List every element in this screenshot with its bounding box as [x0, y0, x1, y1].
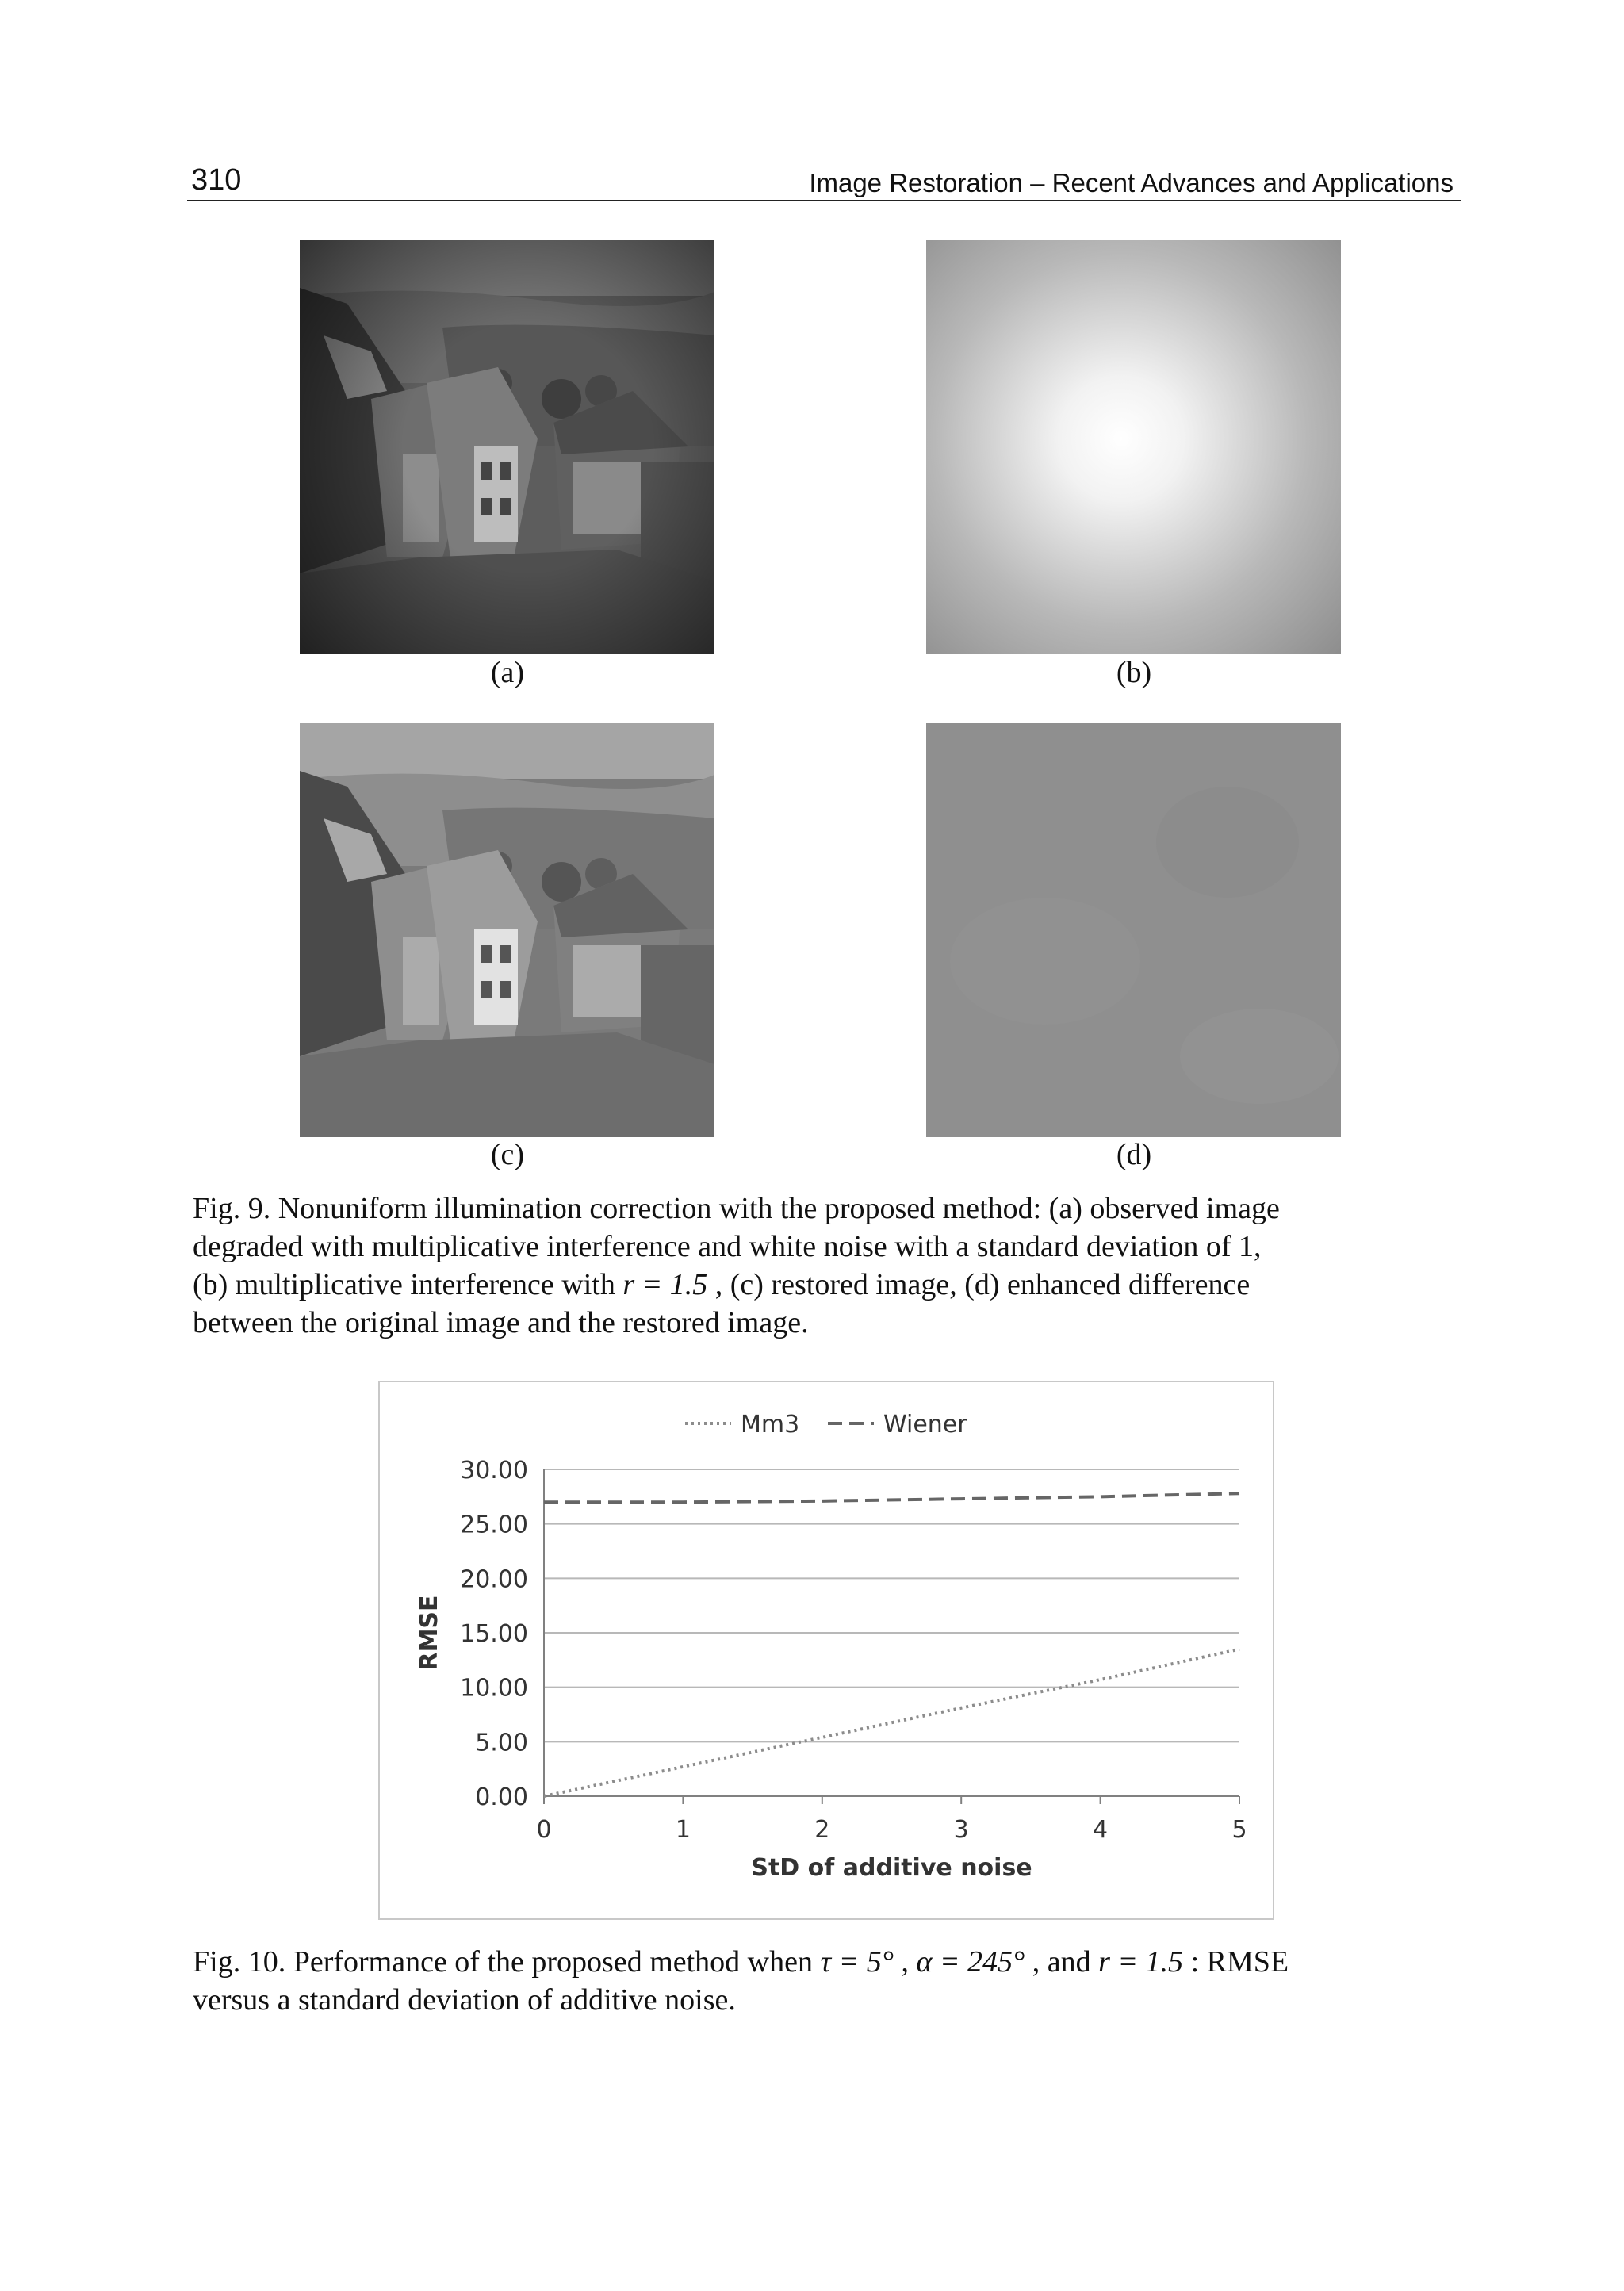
panel-b-interference	[926, 240, 1341, 654]
panel-d-label: (d)	[1116, 1138, 1152, 1171]
x-tick-label: 0	[536, 1816, 552, 1844]
fig9-caption-line: between the original image and the restored image.	[193, 1306, 809, 1339]
x-axis-title: StD of additive noise	[751, 1854, 1032, 1882]
figure-9-caption	[193, 1190, 1454, 1342]
rmse-chart	[378, 1381, 1274, 1920]
fig10-caption-text: Fig. 10. Performance of the proposed method when	[193, 1945, 821, 1979]
header-rule	[187, 200, 1461, 201]
fig10-sep: ,	[893, 1945, 917, 1979]
y-tick-label: 30.00	[460, 1457, 528, 1485]
panel-a-label: (a)	[490, 656, 525, 689]
fig9-caption-math: r = 1.5	[622, 1268, 708, 1301]
fig9-caption-line	[193, 1266, 1454, 1304]
y-tick-label: 10.00	[460, 1674, 528, 1703]
y-tick-label: 0.00	[475, 1783, 528, 1811]
figure-10-caption	[193, 1943, 1454, 2019]
page-number: 310	[191, 163, 242, 197]
difference-image	[926, 723, 1341, 1137]
running-header-title: Image Restoration – Recent Advances and Applications	[809, 168, 1454, 197]
panel-d-difference	[926, 723, 1341, 1137]
x-tick-label: 3	[953, 1816, 969, 1844]
y-axis-title: RMSE	[416, 1595, 443, 1671]
legend-label-mm3: Mm3	[741, 1411, 800, 1439]
fig10-sep: , and	[1025, 1945, 1099, 1979]
series-line-wiener	[544, 1493, 1239, 1502]
series-line-mm3	[544, 1649, 1239, 1796]
y-tick-label: 25.00	[460, 1511, 528, 1539]
x-tick-label: 2	[814, 1816, 830, 1844]
fig9-caption-line: degraded with multiplicative interference and white noise with a standard deviation of 1,	[193, 1230, 1262, 1263]
x-tick-label: 5	[1231, 1816, 1247, 1844]
x-tick-label: 1	[675, 1816, 691, 1844]
x-tick-label: 4	[1093, 1816, 1109, 1844]
panel-b-label: (b)	[1116, 656, 1152, 689]
village-photo-observed	[300, 240, 714, 654]
fig9-caption-text: , (c) restored image, (d) enhanced difference	[707, 1268, 1251, 1301]
panel-a-observed-image	[300, 240, 714, 654]
fig10-tau: τ = 5°	[820, 1945, 894, 1979]
fig9-caption-line: Fig. 9. Nonuniform illumination correction with the proposed method: (a) observed image	[193, 1192, 1280, 1225]
fig9-caption-text: (b) multiplicative interference with	[193, 1268, 623, 1301]
fig10-caption-line: versus a standard deviation of additive noise.	[193, 1983, 736, 2017]
panel-c-label: (c)	[490, 1138, 525, 1171]
y-tick-label: 20.00	[460, 1565, 528, 1594]
fig10-caption-text: : RMSE	[1183, 1945, 1289, 1979]
fig10-r: r = 1.5	[1098, 1945, 1184, 1979]
village-photo-restored	[300, 723, 714, 1137]
legend-label-wiener: Wiener	[883, 1411, 967, 1439]
panel-c-restored-image	[300, 723, 714, 1137]
y-tick-label: 15.00	[460, 1620, 528, 1648]
fig10-alpha: α = 245°	[916, 1945, 1025, 1979]
illumination-gradient	[926, 240, 1341, 654]
rmse-chart-svg	[380, 1382, 1273, 1918]
fig10-caption-line	[193, 1943, 1454, 1981]
y-tick-label: 5.00	[475, 1729, 528, 1757]
